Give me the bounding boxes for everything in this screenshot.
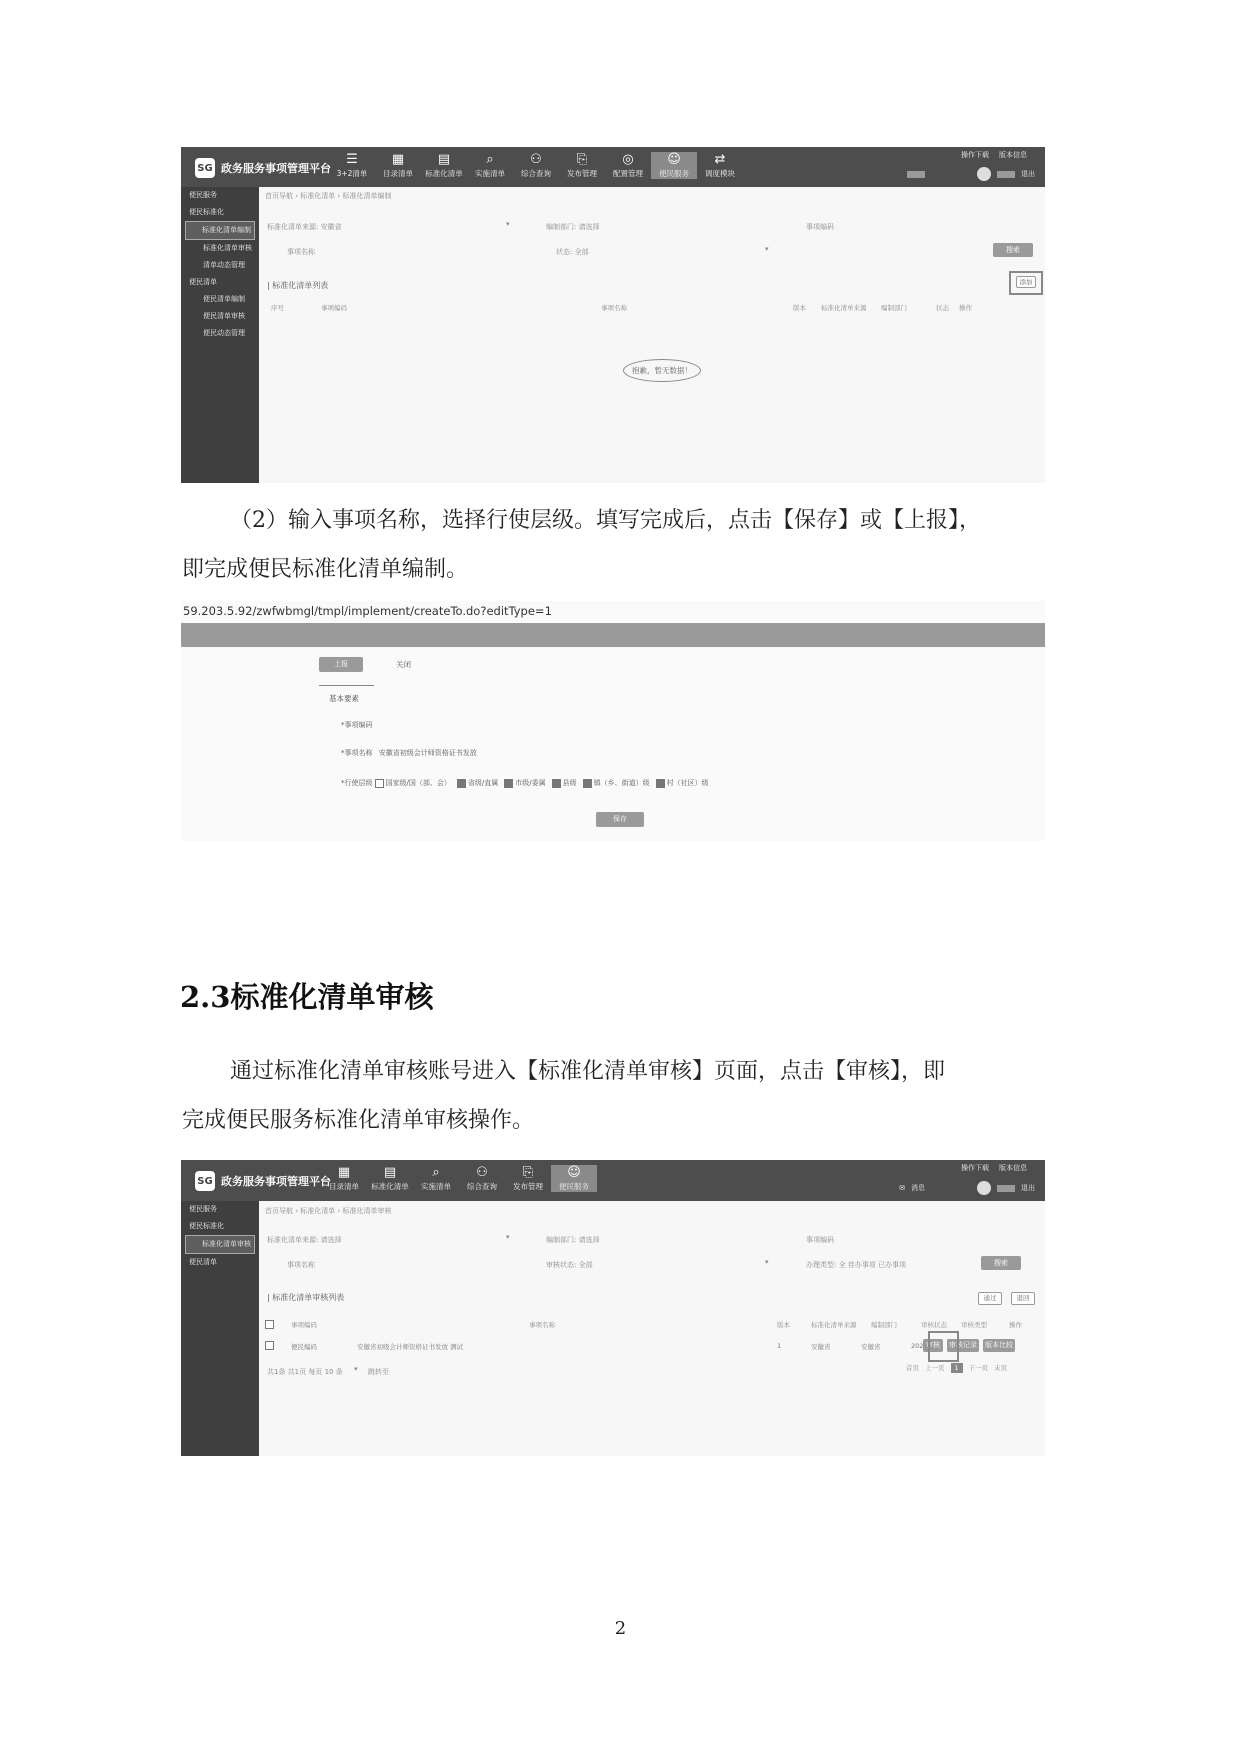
empty-message: 抱歉，暂无数据！: [623, 359, 701, 382]
level-option-label: 省级/直属: [467, 779, 499, 787]
reject-button[interactable]: 退回: [1011, 1292, 1035, 1305]
main-nav: [329, 152, 743, 179]
nav-label: 3+2清单: [336, 169, 368, 178]
filter-code[interactable]: 事项编码: [806, 223, 834, 231]
nav-item-8[interactable]: [697, 152, 743, 179]
filter-dept[interactable]: 编制部门: 请选择: [546, 1236, 600, 1244]
row-date: 202: [911, 1342, 924, 1350]
message-link[interactable]: 消息: [911, 1184, 925, 1192]
select-all-checkbox[interactable]: [265, 1320, 274, 1329]
row-source: 安徽省: [811, 1343, 831, 1351]
level-option-label: 市级/委属: [515, 779, 546, 787]
sidebar: [181, 1201, 259, 1456]
nav-item-1[interactable]: [367, 1165, 413, 1192]
nav-label: 发布管理: [513, 1182, 543, 1191]
column-header: 编制部门: [881, 304, 907, 312]
report-button[interactable]: 上报: [319, 657, 363, 672]
screenshot-create-form: [181, 601, 1045, 841]
logout-link[interactable]: 退出: [1021, 170, 1035, 178]
code-label: *事项编码: [341, 721, 373, 729]
search-doc-icon: ⌕: [486, 152, 494, 167]
filter-handle-type[interactable]: 办理类型: 全 待办事项 已办事项: [806, 1261, 907, 1269]
brand: [195, 158, 331, 178]
dispatch-icon: ⇄: [714, 152, 726, 167]
column-header: 标准化清单来源: [811, 1321, 857, 1329]
nav-label: 目录清单: [383, 169, 413, 178]
download-link[interactable]: 操作下载: [961, 1164, 989, 1172]
nav-item-3[interactable]: [467, 152, 513, 179]
nav-item-5[interactable]: [559, 152, 605, 179]
top-nav-bar: [181, 1160, 1045, 1201]
pager-item[interactable]: 上一页: [925, 1364, 945, 1372]
filter-dept[interactable]: 编制部门: 请选择: [546, 223, 600, 231]
user-area: [899, 1181, 1035, 1195]
level-checkbox[interactable]: [457, 779, 466, 788]
nav-label: 便民服务: [659, 169, 689, 178]
screenshot-standardized-list-audit: [181, 1160, 1045, 1456]
level-row: [341, 778, 713, 788]
name-value[interactable]: 安徽省初级会计师资格证书发放: [378, 749, 477, 757]
dropdown-arrow-icon[interactable]: ▾: [765, 245, 769, 253]
table-header: [261, 1320, 1041, 1332]
nav-item-3[interactable]: [459, 1165, 505, 1192]
paragraph-2-line-1: 通过标准化清单审核账号进入【标准化清单审核】页面，点击【审核】，即: [230, 1059, 946, 1084]
nav-label: 调度模块: [705, 169, 735, 178]
list-title: | 标准化清单列表: [267, 281, 329, 290]
pager-item[interactable]: 首页: [906, 1364, 919, 1372]
publish-icon: ⎘: [576, 152, 588, 167]
sidebar-item-4[interactable]: 清单动态管理: [203, 261, 245, 269]
filter-code[interactable]: 事项编码: [806, 1236, 834, 1244]
paragraph-2-line-2: 完成便民服务标准化清单审核操作。: [182, 1108, 535, 1133]
sidebar-item-2[interactable]: 标准化清单审核: [185, 1235, 255, 1254]
filter-audit-status[interactable]: 审核状态: 全部: [546, 1261, 593, 1269]
sidebar-item-6[interactable]: 便民清单编制: [203, 295, 245, 303]
level-option-label: 镇（乡、街道）级: [593, 779, 650, 787]
level-option-label: 村（社区）级: [666, 779, 709, 787]
user-search-icon: ⚇: [476, 1165, 488, 1180]
nav-label: 标准化清单: [425, 169, 463, 178]
column-header: 事项编码: [291, 1321, 317, 1329]
section-heading: 2.3标准化清单审核: [180, 980, 434, 1014]
audit-button-highlight: [928, 1331, 959, 1362]
grid-icon: ▦: [337, 1165, 351, 1180]
pass-button[interactable]: 通过: [978, 1292, 1002, 1305]
audit-record-button[interactable]: 审核记录: [947, 1339, 979, 1352]
top-right-links: [961, 150, 1027, 160]
column-header: 状态: [936, 304, 949, 312]
sidebar-item-5[interactable]: 便民清单: [189, 278, 217, 286]
search-button[interactable]: 搜索: [993, 243, 1033, 257]
nav-item-0[interactable]: [329, 152, 375, 179]
version-link[interactable]: 版本信息: [999, 151, 1027, 159]
url-bar: 59.203.5.92/zwfwbmgl/tmpl/implement/createTo.do?editType=1: [183, 604, 552, 618]
browser-band: [181, 623, 1045, 647]
pager-item[interactable]: 下一页: [968, 1364, 989, 1372]
brand: [195, 1171, 331, 1191]
page-size-arrow-icon[interactable]: ▾: [354, 1365, 358, 1373]
sidebar-item-2[interactable]: 标准化清单编制: [185, 221, 255, 240]
column-header: 事项编码: [321, 304, 347, 312]
page-number: 2: [614, 1618, 627, 1639]
underline: [319, 685, 374, 686]
table-row[interactable]: [261, 1339, 1041, 1353]
level-checkbox[interactable]: [375, 779, 384, 788]
brand-title: 政务服务事项管理平台: [221, 1175, 331, 1188]
level-option-label: 县级: [562, 779, 577, 787]
logout-link[interactable]: 退出: [1021, 1184, 1035, 1192]
username-redacted: [997, 171, 1015, 178]
main-nav: [321, 1165, 597, 1192]
screenshot-standardized-list-edit: [181, 147, 1045, 483]
nav-label: 配置管理: [613, 169, 643, 178]
filter-status[interactable]: 状态: 全部: [556, 248, 589, 256]
sidebar-item-7[interactable]: 便民清单审核: [203, 312, 245, 320]
column-header: 版本: [777, 1321, 790, 1329]
sidebar-item-0[interactable]: 便民服务: [189, 191, 217, 199]
download-link[interactable]: 操作下载: [961, 151, 989, 159]
column-header: 序号: [271, 304, 284, 312]
user-area: [907, 167, 1035, 181]
calendar-icon: ▤: [383, 1165, 397, 1180]
nav-item-5[interactable]: [551, 1165, 597, 1192]
audit-button[interactable]: 审核: [923, 1339, 943, 1352]
filter-source[interactable]: 标准化清单来源: 安徽省: [267, 223, 342, 231]
list-title: | 标准化清单审核列表: [267, 1293, 345, 1302]
column-header: 审核类型: [961, 1321, 987, 1329]
service-icon: ☺: [567, 1165, 581, 1180]
nav-label: 便民服务: [559, 1182, 589, 1191]
avatar[interactable]: [977, 167, 991, 181]
filter-source[interactable]: 标准化清单来源: 请选择: [267, 1236, 342, 1244]
nav-label: 发布管理: [567, 169, 597, 178]
nav-item-2[interactable]: [421, 152, 467, 179]
dropdown-arrow-icon[interactable]: ▾: [765, 1258, 769, 1266]
nav-item-4[interactable]: [513, 152, 559, 179]
nav-item-2[interactable]: [413, 1165, 459, 1192]
user-search-icon: ⚇: [530, 152, 542, 167]
row-checkbox[interactable]: [265, 1341, 274, 1350]
nav-item-6[interactable]: [605, 152, 651, 179]
add-button[interactable]: 添加: [1016, 276, 1036, 288]
name-label-text: *事项名称: [341, 749, 373, 757]
grid-icon: ▦: [391, 152, 405, 167]
nav-label: 标准化清单: [371, 1182, 409, 1191]
column-header: 版本: [793, 304, 806, 312]
username-redacted: [997, 1185, 1015, 1192]
save-button[interactable]: 保存: [596, 812, 644, 827]
filter-name[interactable]: 事项名称: [287, 1261, 315, 1269]
sidebar-item-3[interactable]: 便民清单: [189, 1258, 217, 1266]
pager-item[interactable]: 1: [951, 1363, 963, 1373]
row-version: 1: [777, 1342, 782, 1350]
row-dept: 安徽省: [861, 1343, 881, 1351]
nav-label: 实施清单: [475, 169, 505, 178]
filter-name[interactable]: 事项名称: [287, 248, 315, 256]
brand-title: 政务服务事项管理平台: [221, 162, 331, 175]
nav-label: 综合查询: [521, 169, 551, 178]
nav-label: 实施清单: [421, 1182, 451, 1191]
config-icon: ◎: [622, 152, 634, 167]
level-option-label: 国家级/国（部、会）: [385, 779, 451, 787]
sidebar-item-3[interactable]: 标准化清单审核: [203, 244, 252, 252]
nav-label: 综合查询: [467, 1182, 497, 1191]
column-header: 编制部门: [871, 1321, 897, 1329]
avatar[interactable]: [977, 1181, 991, 1195]
column-header: 标准化清单来源: [821, 304, 867, 312]
level-checkbox[interactable]: [504, 779, 513, 788]
nav-item-7[interactable]: [651, 152, 697, 179]
pager-goto[interactable]: 跳转至: [368, 1368, 389, 1376]
sidebar: [181, 187, 259, 483]
username-redacted: [907, 171, 925, 178]
pager-item[interactable]: 末页: [994, 1364, 1008, 1372]
section-title: 基本要素: [329, 694, 359, 703]
column-header: 事项名称: [601, 304, 627, 312]
name-label: [341, 748, 477, 758]
nav-item-0[interactable]: [321, 1165, 367, 1192]
version-link[interactable]: 版本信息: [999, 1164, 1027, 1172]
paragraph-1-line-2: 即完成便民标准化清单编制。: [182, 557, 469, 582]
nav-item-1[interactable]: [375, 152, 421, 179]
level-checkbox[interactable]: [656, 779, 665, 788]
level-checkbox[interactable]: [552, 779, 561, 788]
table-header: [261, 303, 1041, 315]
service-icon: ☺: [667, 152, 681, 167]
column-header: 操作: [959, 304, 972, 312]
publish-icon: ⎘: [522, 1165, 534, 1180]
mail-icon[interactable]: ✉: [899, 1184, 905, 1192]
version-compare-button[interactable]: 版本比较: [983, 1339, 1015, 1352]
search-doc-icon: ⌕: [432, 1165, 440, 1180]
pagination: [906, 1363, 1007, 1373]
dropdown-arrow-icon[interactable]: ▾: [506, 1233, 510, 1241]
sidebar-item-1[interactable]: 便民标准化: [189, 208, 224, 216]
sidebar-item-8[interactable]: 便民动态管理: [203, 329, 245, 337]
top-right-links: [961, 1163, 1027, 1173]
dropdown-arrow-icon[interactable]: ▾: [506, 220, 510, 228]
nav-label: 目录清单: [329, 1182, 359, 1191]
top-nav-bar: [181, 147, 1045, 187]
row-code: 便民编码: [291, 1343, 317, 1351]
column-header: 事项名称: [529, 1321, 555, 1329]
level-label: *行使层级: [341, 779, 373, 787]
list-icon: ☰: [346, 152, 358, 167]
column-header: 审核状态: [921, 1321, 947, 1329]
paragraph-1-line-1: （2）输入事项名称，选择行使层级。填写完成后，点击【保存】或【上报】，: [230, 508, 981, 533]
level-checkbox[interactable]: [583, 779, 592, 788]
close-button[interactable]: 关闭: [396, 660, 411, 669]
column-header: 操作: [1009, 1321, 1022, 1329]
search-button[interactable]: 搜索: [981, 1256, 1021, 1270]
nav-item-4[interactable]: [505, 1165, 551, 1192]
pager-summary: 共1条 共1页 每页 10 条: [267, 1368, 343, 1376]
calendar-icon: ▤: [437, 152, 451, 167]
platform-logo-icon: SG: [195, 158, 215, 178]
breadcrumb: 首页导航 › 标准化清单 › 标准化清单审核: [265, 1207, 392, 1215]
sidebar-item-1[interactable]: 便民标准化: [189, 1222, 224, 1230]
sidebar-item-0[interactable]: 便民服务: [189, 1205, 217, 1213]
breadcrumb: 首页导航 › 标准化清单 › 标准化清单编制: [265, 192, 392, 200]
row-name: 安徽省初级会计师资格证书发放 测试: [357, 1343, 464, 1351]
platform-logo-icon: SG: [195, 1171, 215, 1191]
